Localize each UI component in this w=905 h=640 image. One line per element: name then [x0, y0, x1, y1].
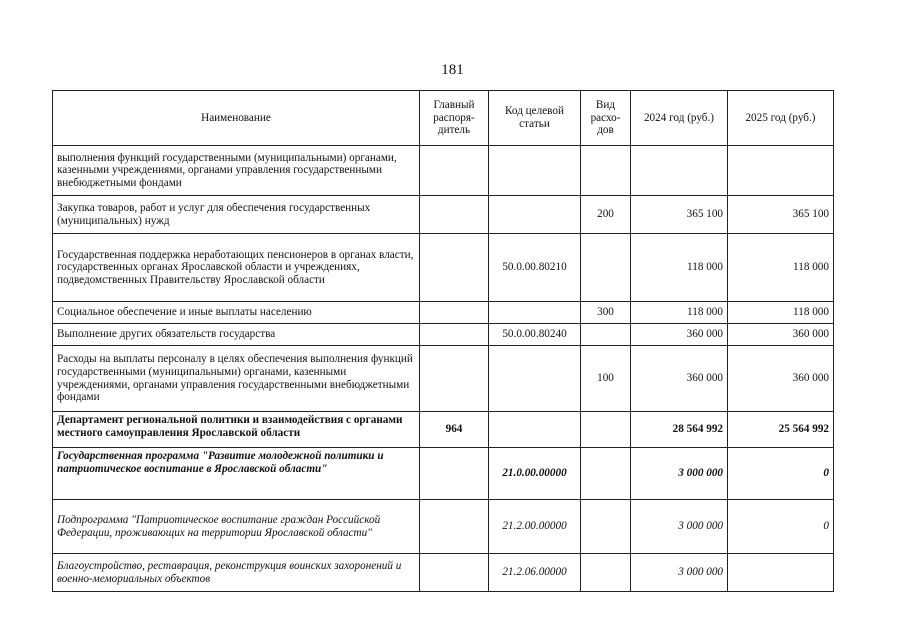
- header-kod: Код целевой статьи: [489, 91, 581, 146]
- cell-vid: [581, 234, 631, 302]
- cell-vid: [581, 448, 631, 500]
- cell-kod: [489, 196, 581, 234]
- cell-glavny: [420, 146, 489, 196]
- header-glavny: Главный распоря-дитель: [420, 91, 489, 146]
- cell-kod: 50.0.00.80240: [489, 324, 581, 346]
- cell-glavny: 964: [420, 412, 489, 448]
- cell-name: Благоустройство, реставрация, реконструкция воинских захоронений и военно-мемориальных объектов: [53, 554, 420, 592]
- header-2024: 2024 год (руб.): [631, 91, 728, 146]
- cell-2025: 118 000: [728, 234, 834, 302]
- cell-vid: [581, 146, 631, 196]
- cell-2025: 118 000: [728, 302, 834, 324]
- cell-kod: [489, 302, 581, 324]
- table-row: [53, 346, 834, 412]
- cell-2025: 365 100: [728, 196, 834, 234]
- cell-vid: [581, 324, 631, 346]
- header-name: Наименование: [53, 91, 420, 146]
- table-header-row: [53, 91, 834, 146]
- cell-kod: [489, 346, 581, 412]
- cell-vid: 300: [581, 302, 631, 324]
- cell-2024: 3 000 000: [631, 500, 728, 554]
- header-vid: Вид расхо-дов: [581, 91, 631, 146]
- cell-2025: 0: [728, 500, 834, 554]
- cell-glavny: [420, 196, 489, 234]
- cell-2024: 28 564 992: [631, 412, 728, 448]
- cell-kod: 21.0.00.00000: [489, 448, 581, 500]
- cell-2025: [728, 554, 834, 592]
- table-row: [53, 146, 834, 196]
- table-row: [53, 324, 834, 346]
- cell-vid: 200: [581, 196, 631, 234]
- cell-name: Социальное обеспечение и иные выплаты населению: [53, 302, 420, 324]
- cell-name: Закупка товаров, работ и услуг для обеспечения государственных (муниципальных) нужд: [53, 196, 420, 234]
- cell-2025: 25 564 992: [728, 412, 834, 448]
- cell-2024: [631, 146, 728, 196]
- page-number: 181: [441, 62, 464, 78]
- cell-2024: 365 100: [631, 196, 728, 234]
- table-row: [53, 302, 834, 324]
- cell-2024: 3 000 000: [631, 448, 728, 500]
- cell-2025: 360 000: [728, 346, 834, 412]
- cell-name: Государственная поддержка неработающих пенсионеров в органах власти, государственных органах Ярославской области и учреждениях, подведомственных Правительству Ярославской области: [53, 234, 420, 302]
- cell-2025: [728, 146, 834, 196]
- cell-name: Государственная программа "Развитие молодежной политики и патриотическое воспитание в Ярославской области": [53, 448, 420, 500]
- table-row: [53, 448, 834, 500]
- cell-name: выполнения функций государственными (муниципальными) органами, казенными учреждениями, органами управления государственными внебюджетными фондами: [53, 146, 420, 196]
- table-row: [53, 554, 834, 592]
- table-row: [53, 500, 834, 554]
- cell-glavny: [420, 324, 489, 346]
- cell-kod: 21.2.00.00000: [489, 500, 581, 554]
- cell-vid: [581, 554, 631, 592]
- cell-name: Департамент региональной политики и взаимодействия с органами местного самоуправления Ярославской области: [53, 412, 420, 448]
- budget-table: [52, 90, 834, 592]
- cell-vid: [581, 412, 631, 448]
- cell-name: Выполнение других обязательств государства: [53, 324, 420, 346]
- cell-2024: 3 000 000: [631, 554, 728, 592]
- cell-kod: 50.0.00.80210: [489, 234, 581, 302]
- table-row: [53, 412, 834, 448]
- cell-2024: 118 000: [631, 234, 728, 302]
- cell-name: Расходы на выплаты персоналу в целях обеспечения выполнения функций государственными (муниципальными) органами, казенными учреждениями, органами управления государственными внебюджетными фондами: [53, 346, 420, 412]
- cell-glavny: [420, 302, 489, 324]
- cell-vid: 100: [581, 346, 631, 412]
- cell-vid: [581, 500, 631, 554]
- cell-2024: 360 000: [631, 346, 728, 412]
- cell-2024: 360 000: [631, 324, 728, 346]
- cell-glavny: [420, 234, 489, 302]
- cell-2025: 360 000: [728, 324, 834, 346]
- cell-glavny: [420, 346, 489, 412]
- table-row: [53, 234, 834, 302]
- cell-2025: 0: [728, 448, 834, 500]
- cell-kod: 21.2.06.00000: [489, 554, 581, 592]
- table-row: [53, 196, 834, 234]
- cell-kod: [489, 412, 581, 448]
- cell-kod: [489, 146, 581, 196]
- header-2025: 2025 год (руб.): [728, 91, 834, 146]
- cell-2024: 118 000: [631, 302, 728, 324]
- cell-name: Подпрограмма "Патриотическое воспитание граждан Российской Федерации, проживающих на территории Ярославской области": [53, 500, 420, 554]
- cell-glavny: [420, 500, 489, 554]
- cell-glavny: [420, 554, 489, 592]
- cell-glavny: [420, 448, 489, 500]
